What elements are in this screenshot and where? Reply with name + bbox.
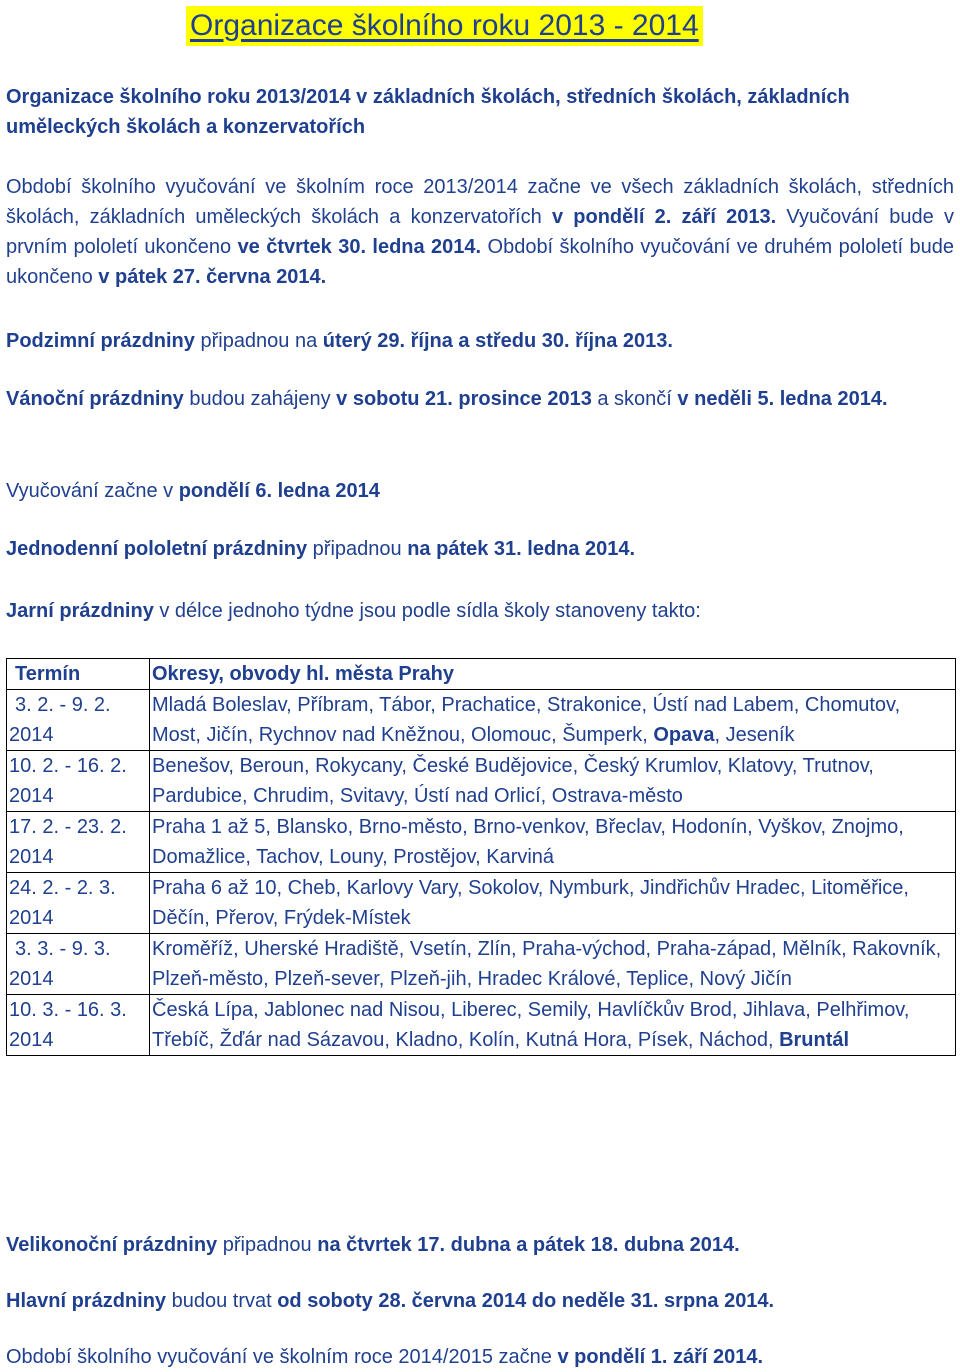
p3-d: a skončí — [591, 388, 678, 410]
table-row — [7, 812, 956, 873]
p7-b: připadnou — [217, 1234, 318, 1256]
intro-text: Organizace školního roku 2013/2014 v základních školách, středních školách, základních uměleckých školách a konzervatořích — [6, 86, 850, 138]
districts-bold: Opava — [653, 724, 715, 746]
term-cell — [7, 751, 150, 812]
term-dates: 24. 2. - 2. 3. — [9, 877, 116, 899]
p8-a: Hlavní prázdniny — [6, 1290, 167, 1312]
header-districts: Okresy, obvody hl. města Prahy — [150, 659, 956, 690]
p5-a: Jednodenní pololetní prázdniny — [6, 538, 308, 560]
paragraph-easter — [6, 1230, 954, 1260]
term-cell — [7, 995, 150, 1056]
p1-d: ve čtvrtek 30. ledna 2014. — [237, 236, 482, 258]
table-row — [7, 690, 956, 751]
districts-text: Praha 6 až 10, Cheb, Karlovy Vary, Sokolov, Nymburk, Jindřichův Hradec, Litoměřice, Děčín, Přerov, Frýdek-Místek — [152, 877, 909, 929]
term-year: 2014 — [9, 785, 54, 807]
districts-text: Kroměříž, Uherské Hradiště, Vsetín, Zlín, Praha-východ, Praha-západ, Mělník, Rakovník, Plzeň-město, Plzeň-sever, Plzeň-jih, Hradec Králové, Teplice, Nový Jičín — [152, 938, 942, 990]
districts-cell — [150, 812, 956, 873]
p3-c: v sobotu 21. prosince 2013 — [336, 388, 592, 410]
table-header-row — [7, 659, 956, 690]
p7-a: Velikonoční prázdniny — [6, 1234, 218, 1256]
districts-text: Praha 1 až 5, Blansko, Brno-město, Brno-venkov, Břeclav, Hodonín, Vyškov, Znojmo, Domažlice, Tachov, Louny, Prostějov, Karviná — [152, 816, 904, 868]
paragraph-school-start — [6, 476, 954, 506]
districts-cell — [150, 934, 956, 995]
p4-a: Vyučování začne v — [6, 480, 179, 502]
p2-b: připadnou na — [194, 330, 323, 352]
table-row — [7, 934, 956, 995]
p4-b: pondělí 6. ledna 2014 — [178, 480, 380, 502]
paragraph-semester-break — [6, 534, 954, 564]
term-dates: 10. 2. - 16. 2. — [9, 755, 127, 777]
term-year: 2014 — [9, 907, 54, 929]
term-cell — [7, 934, 150, 995]
p1-a: Období školního vyučování ve školním roce 2013/2014 začne ve všech základních školách, středních školách, základních uměleckých školách a konzervatořích — [6, 176, 954, 228]
table-row — [7, 751, 956, 812]
intro-heading — [6, 82, 954, 142]
term-dates: 3. 3. - 9. 3. — [15, 938, 111, 960]
p3-b: budou zahájeny — [183, 388, 337, 410]
term-dates: 17. 2. - 23. 2. — [9, 816, 127, 838]
paragraph-summer — [6, 1286, 954, 1316]
term-year: 2014 — [9, 968, 54, 990]
districts-text: Česká Lípa, Jablonec nad Nisou, Liberec, Semily, Havlíčkův Brod, Jihlava, Pelhřimov, Třebíč, Žďár nad Sázavou, Kladno, Kolín, Kutná Hora, Písek, Náchod, — [152, 999, 910, 1051]
districts-text: Mladá Boleslav, Příbram, Tábor, Prachatice, Strakonice, Ústí nad Labem, Chomutov, Most, Jičín, Rychnov nad Kněžnou, Olomouc, Šumperk, — [152, 694, 901, 746]
p7-c: na čtvrtek 17. dubna a pátek 18. dubna 2014. — [317, 1234, 740, 1256]
p1-c: Vyučování bude v prvním pololetí ukončeno — [6, 206, 954, 258]
districts-tail: , Jeseník — [714, 724, 795, 746]
term-cell — [7, 812, 150, 873]
p1-f: v pátek 27. června 2014. — [98, 266, 327, 288]
term-cell — [7, 690, 150, 751]
term-dates: 10. 3. - 16. 3. — [9, 999, 127, 1021]
table-row — [7, 873, 956, 934]
term-dates: 3. 2. - 9. 2. — [15, 694, 111, 716]
term-year: 2014 — [9, 724, 54, 746]
term-year: 2014 — [9, 1029, 54, 1051]
p5-b: připadnou — [307, 538, 408, 560]
p9-b: v pondělí 1. září 2014. — [557, 1346, 764, 1368]
term-year: 2014 — [9, 846, 54, 868]
paragraph-school-year — [6, 172, 954, 292]
p8-b: budou trvat — [166, 1290, 278, 1312]
paragraph-spring — [6, 596, 954, 626]
p1-e: Období školního vyučování ve druhém pololetí bude ukončeno — [6, 236, 954, 288]
p2-a: Podzimní prázdniny — [6, 330, 195, 352]
title-wrap — [186, 6, 703, 46]
header-term: Termín — [7, 659, 150, 690]
p1-b: v pondělí 2. září 2013. — [551, 206, 777, 228]
paragraph-christmas — [6, 384, 954, 414]
page-title: Organizace školního roku 2013 - 2014 — [186, 6, 703, 46]
p6-a: Jarní prázdniny — [6, 600, 154, 622]
districts-cell — [150, 873, 956, 934]
paragraph-autumn — [6, 326, 954, 356]
p3-e: v neděli 5. ledna 2014. — [677, 388, 888, 410]
p2-c: úterý 29. října a středu 30. října 2013. — [322, 330, 673, 352]
districts-bold: Bruntál — [779, 1029, 850, 1051]
districts-cell — [150, 995, 956, 1056]
p8-c: od soboty 28. června 2014 do neděle 31. srpna 2014. — [277, 1290, 775, 1312]
p5-c: na pátek 31. ledna 2014. — [407, 538, 636, 560]
p6-b: v délce jednoho týdne jsou podle sídla školy stanoveny takto: — [153, 600, 701, 622]
districts-cell — [150, 751, 956, 812]
districts-cell — [150, 690, 956, 751]
p3-a: Vánoční prázdniny — [6, 388, 184, 410]
term-cell — [7, 873, 150, 934]
spring-holidays-table — [6, 658, 956, 1056]
p9-a: Období školního vyučování ve školním roce 2014/2015 začne — [6, 1346, 558, 1368]
districts-text: Benešov, Beroun, Rokycany, České Budějovice, Český Krumlov, Klatovy, Trutnov, Pardubice, Chrudim, Svitavy, Ústí nad Orlicí, Ostrava-město — [152, 755, 874, 807]
paragraph-next-year — [6, 1342, 954, 1372]
table-row — [7, 995, 956, 1056]
